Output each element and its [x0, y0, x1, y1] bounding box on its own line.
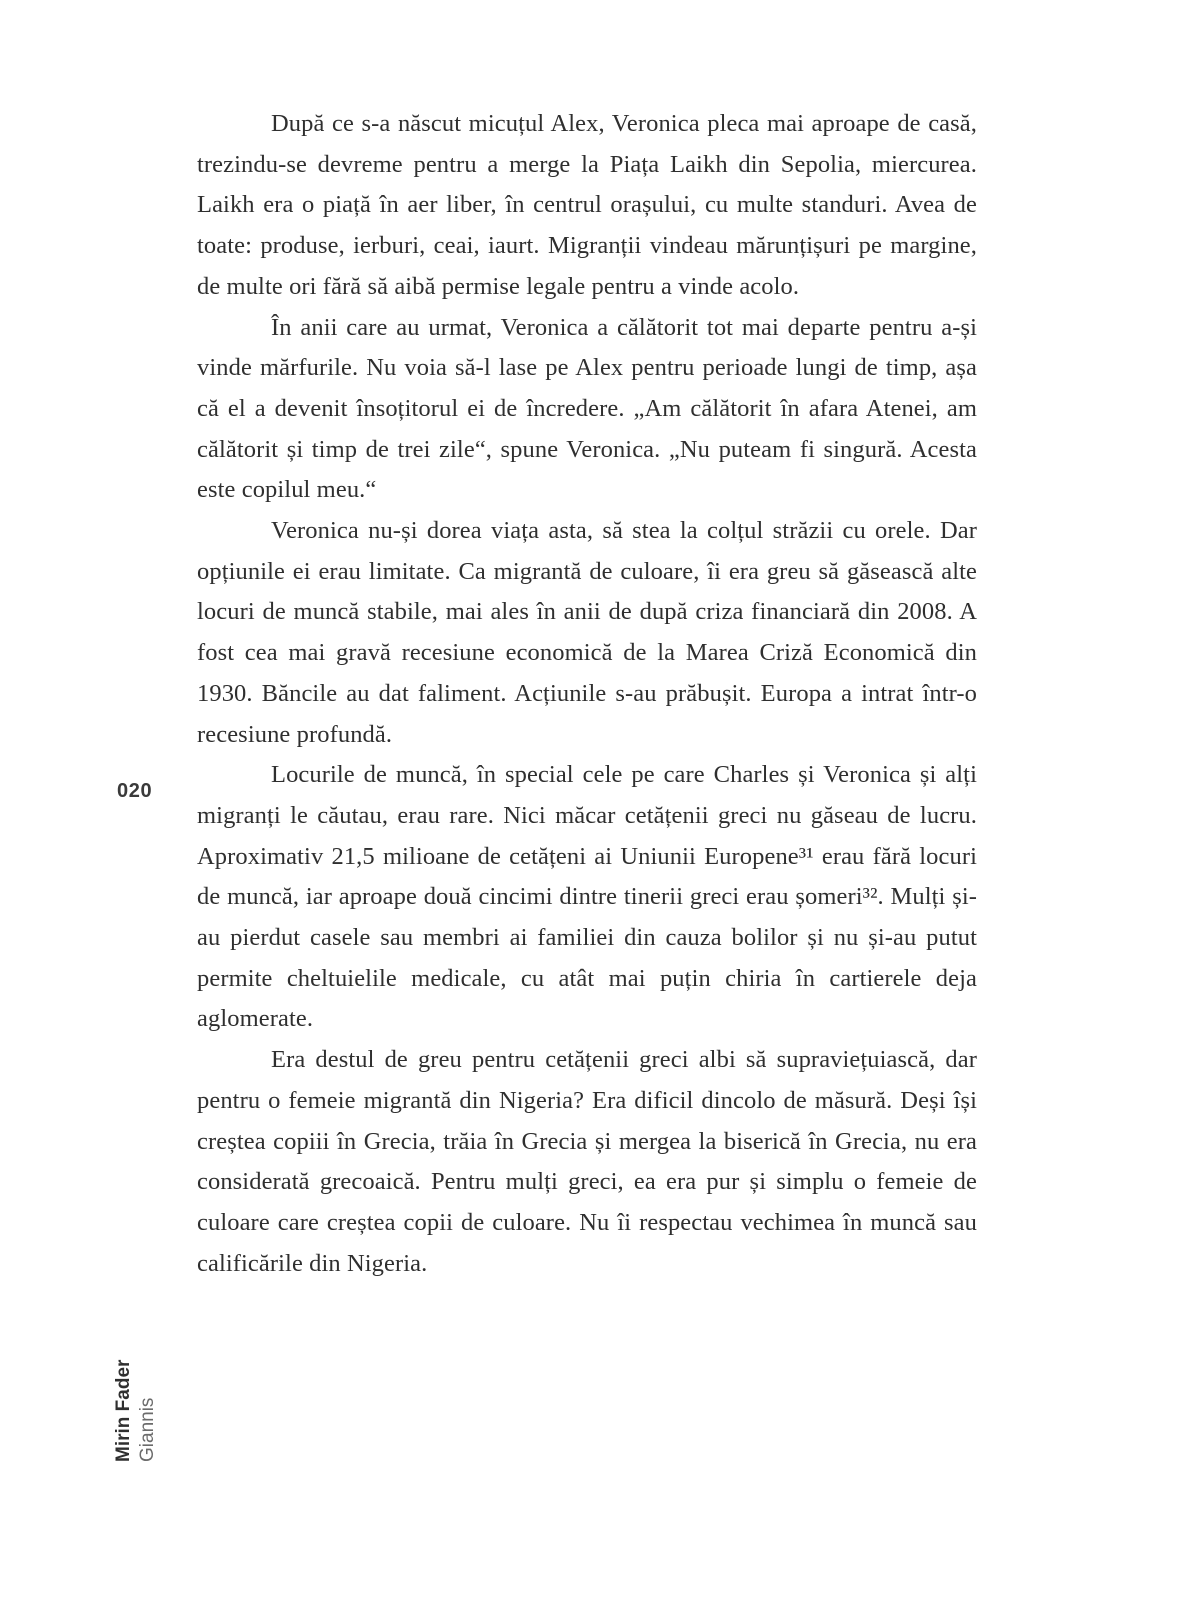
spine-margin-text — [112, 1360, 160, 1462]
paragraph: Veronica nu-și dorea viața asta, să stea la colțul străzii cu orele. Dar opțiunile ei erau limitate. Ca migrantă de culoare, îi era greu să găsească alte locuri de muncă stabile, mai ales în anii de după criza financiară din 2008. A fost cea mai gravă recesiune economică de la Marea Criză Economică din 1930. Băncile au dat faliment. Acțiunile s-au prăbușit. Europa a intrat într-o recesiune profundă. — [197, 517, 977, 748]
paragraph: După ce s-a născut micuțul Alex, Veronica pleca mai aproape de casă, trezindu-se devreme pentru a merge la Piața Laikh din Sepolia, miercurea. Laikh era o piață în aer liber, în centrul orașului, cu multe standuri. Avea de toate: produse, ierburi, ceai, iaurt. Migranții vindeau mărunțișuri pe margine, de multe ori fără să aibă permise legale pentru a vinde acolo. — [197, 110, 977, 300]
page-number: 020 — [117, 780, 153, 802]
margin-author: Mirin Fader — [113, 1359, 134, 1462]
paragraph: Era destul de greu pentru cetățenii greci albi să supraviețuiască, dar pentru o femeie migrantă din Nigeria? Era dificil dincolo de măsură. Deși își creștea copiii în Grecia, trăia în Grecia și mergea la biserică în Grecia, nu era considerată grecoaică. Pentru mulți greci, ea era pur și simplu o femeie de culoare care creștea copii de culoare. Nu îi respectau vechimea în muncă sau calificările din Nigeria. — [197, 1046, 977, 1277]
body-text — [197, 104, 977, 1284]
margin-book-title: Giannis — [137, 1397, 158, 1462]
paragraph: În anii care au urmat, Veronica a călătorit tot mai departe pentru a-și vinde mărfurile. Nu voia să-l lase pe Alex pentru perioade lungi de timp, așa că el a devenit însoțitorul ei de încredere. „Am călătorit în afara Atenei, am călătorit și timp de trei zile“, spune Veronica. „Nu puteam fi singură. Acesta este copilul meu.“ — [197, 313, 977, 504]
paragraph: Locurile de muncă, în special cele pe care Charles și Veronica și alți migranți le căutau, erau rare. Nici măcar cetățenii greci nu găseau de lucru. Aproximativ 21,5 milioane de cetățeni ai Uniunii Europene³¹ erau fără locuri de muncă, iar aproape două cincimi dintre tinerii greci erau șomeri³². Mulți și-au pierdut casele sau membri ai familiei din cauza bolilor și nu și-au putut permite cheltuielile medicale, cu atât mai puțin chiria în cartierele deja aglomerate. — [197, 761, 977, 1033]
